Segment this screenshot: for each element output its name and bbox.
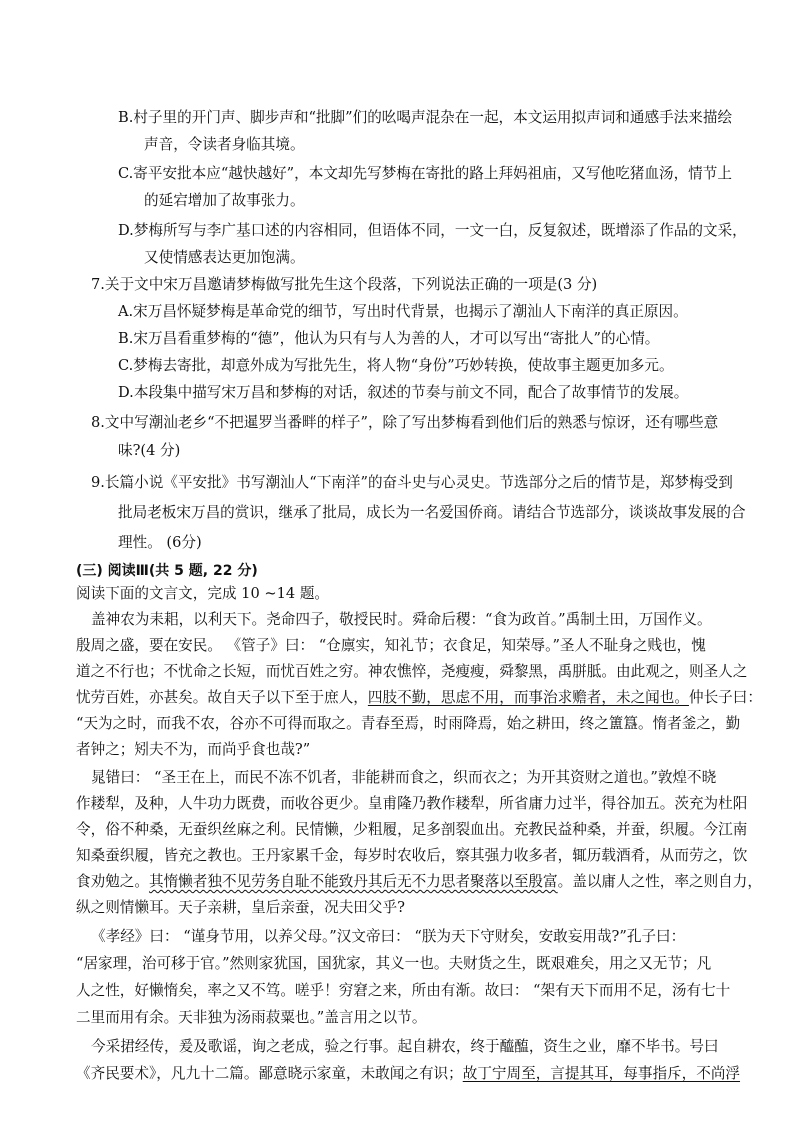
q7-option-a: A.宋万昌怀疑梦梅是革命党的细节，写出时代背景，也揭示了潮汕人下南洋的真正原因。 [118, 303, 688, 320]
passage-p4-line2-lead: 《齐民要术》，凡九十二篇。鄙意晓示家童，未敢闻之有识； [76, 1065, 463, 1082]
passage-p2-line1: 晁错曰： “圣王在上，而民不冻不饥者，非能耕而食之，织而衣之；为开其资财之道也。”敦煌不晓 [91, 769, 717, 786]
passage-p4-line2 [76, 1064, 800, 1084]
q9-line1: 9.长篇小说《平安批》书写潮汕人“下南洋”的奋斗史与心灵史。节选部分之后的情节是，郑梦梅受到 [91, 474, 733, 491]
passage-p1-line4-lead: 忧劳百姓，亦甚矣。故自天子以下至于庶人， [76, 689, 368, 706]
section-intro: 阅读下面的文言文，完成 10 ~14 题。 [76, 585, 330, 602]
passage-p3-line3: 人之性，好懒惰矣，率之又不笃。嗟乎！穷窘之来，所由有渐。故曰： “架有天下而用不足，汤有七十 [76, 982, 731, 999]
passage-p2-line5 [76, 872, 800, 892]
passage-p2-line6: 纵之则情懒耳。天子亲耕，皇后亲蚕，况夫田父乎? [76, 899, 405, 916]
q6-option-b-line2: 声音，令读者身临其境。 [144, 136, 305, 153]
underlined-sentence-2: 故丁宁周至，言提其耳，每事指斥，不尚浮 [462, 1065, 741, 1082]
wavy-underlined-sentence: 其惰懒者独不见劳务自耻不能致丹其后无不力思者聚落以至殷富 [148, 873, 558, 890]
passage-p2-line3: 令，俗不种桑，无蚕织丝麻之利。民情懒，少粗履，足多剖裂血出。充教民益种桑，并蚕，织履。今江南 [76, 821, 748, 838]
passage-p1-line4-tail: 仲长子曰： [688, 689, 762, 706]
q6-option-d-line1: D.梦梅所写与李广基口述的内容相同，但语体不同，一文一白，反复叙述，既增添了作品的文采， [118, 222, 747, 239]
passage-p3-line1: 《孝经》曰： “谨身节用，以养父母。”汉文帝曰： “朕为天下守财矣，安敢妄用哉?”孔子曰： [91, 928, 686, 945]
q9-line3: 理性。 (6分) [118, 534, 202, 551]
q8-line1: 8.文中写潮汕老乡“不把暹罗当番畔的样子”，除了写出梦梅看到他们后的熟悉与惊讶，还有哪些意 [91, 414, 719, 431]
q7-option-c: C.梦梅去寄批，却意外成为写批先生，将人物“身份”巧妙转换，使故事主题更加多元。 [118, 357, 674, 374]
q6-option-c-line2: 的延宕增加了故事张力。 [144, 192, 305, 209]
section-heading: (三) 阅读Ⅲ(共 5 题, 22 分) [76, 563, 258, 579]
underlined-sentence-1: 四肢不勤，思虑不用，而事治求赡者，未之闻也。 [367, 689, 689, 706]
passage-p4-line1: 今采捃经传，爰及歌谣，询之老成，验之行事。起自耕农，终于醯醢，资生之业，靡不毕书。号曰 [91, 1038, 719, 1055]
passage-p1-line3: 道之不行也；不忧命之长短，而忧百姓之穷。神农憔悴，尧瘦瘦，舜黎黑，禹胼胝。由此观之，则圣人之 [76, 663, 748, 680]
passage-p2-line5-tail: 。盖以庸人之性，率之则自力， [557, 873, 762, 890]
passage-p2-line4: 知桑蚕织履，皆充之教也。王丹家累千金，每岁时农收后，察其强力收多者，辄历载酒肴，从而劳之，饮 [76, 847, 748, 864]
passage-p3-line2: “居家理，治可移于官。”然则家犹国，国犹家，其义一也。夫财货之生，既艰难矣，用之又无节；凡 [76, 955, 712, 972]
q6-option-d-line2: 又使情感表达更加饱满。 [144, 249, 305, 266]
passage-p1-line2: 殷周之盛，要在安民。 《管子》曰： “仓廪实，知礼节；衣食足，知荣辱。”圣人不耻身之贱也，愧 [76, 637, 706, 654]
passage-p3-line4: 二里而用有余。天非独为汤雨菽粟也。”盖言用之以节。 [76, 1009, 427, 1026]
q7-stem: 7.关于文中宋万昌邀请梦梅做写批先生这个段落，下列说法正确的一项是(3 分) [91, 276, 598, 293]
passage-p2-line2: 作耧犁，及种，人牛功力既费，而收谷更少。皇甫隆乃教作耧犁，所省庸力过半，得谷加五。茨充为杜阳 [76, 795, 748, 812]
passage-p2-line5-lead: 食劝勉之。 [76, 873, 149, 890]
q7-option-b: B.宋万昌看重梦梅的“德”，他认为只有与人为善的人，才可以写出“寄批人”的心情。 [118, 330, 660, 347]
q6-option-b-line1: B.村子里的开门声、脚步声和“批脚”们的吆喝声混杂在一起，本文运用拟声词和通感手法来描绘 [118, 109, 733, 126]
q6-option-c-line1: C.寄平安批本应“越快越好”，本文却先写梦梅在寄批的路上拜妈祖庙，又写他吃猪血汤，情节上 [118, 165, 732, 182]
q7-option-d: D.本段集中描写宋万昌和梦梅的对话，叙述的节奏与前文不同，配合了故事情节的发展。 [118, 384, 689, 401]
passage-p1-line5: “天为之时，而我不农，谷亦不可得而取之。青春至焉，时雨降焉，始之耕田，终之簠簋。惰者釜之，勤 [76, 715, 741, 732]
q8-line2: 味?(4 分) [118, 442, 181, 459]
passage-p1-line1: 盖神农为耒耜，以利天下。尧命四子，敬授民时。舜命后稷：“食为政首。”禹制土田，万国作义。 [91, 611, 712, 628]
passage-p1-line6: 者钟之；矧夫不为，而尚乎食也哉?” [76, 741, 311, 758]
passage-p1-line4 [76, 688, 800, 708]
q9-line2: 批局老板宋万昌的赏识，继承了批局，成长为一名爱国侨商。请结合节选部分，谈谈故事发展的合 [118, 504, 746, 521]
